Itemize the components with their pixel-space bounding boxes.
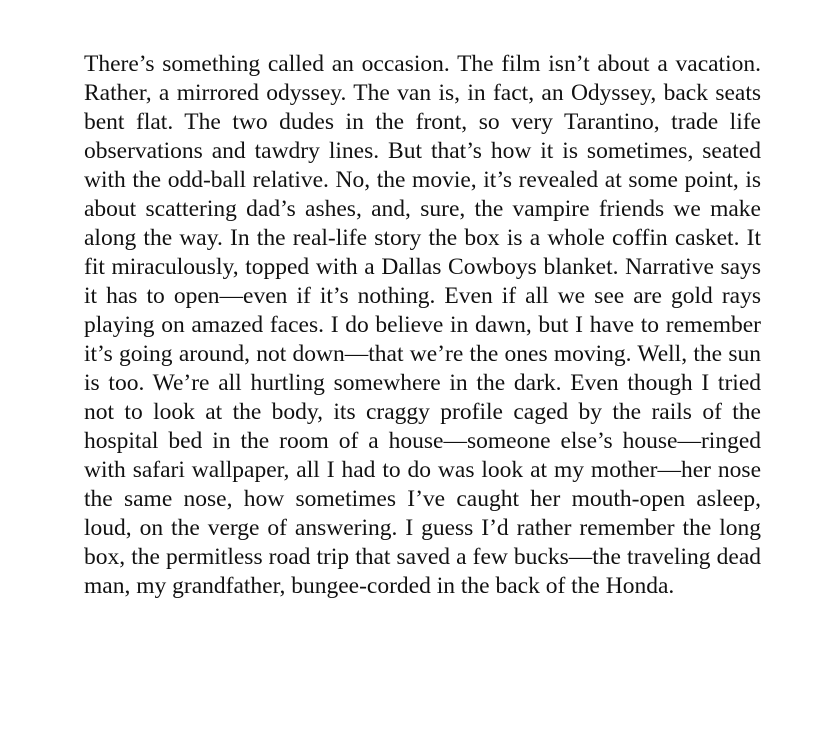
body-paragraph: There’s something called an occasion. The film isn’t about a vacation. Rather, a mirrored odyssey. The van is, in fact, an Odyssey, back seats bent flat. The two dudes in the front, so very Tarantino, trade life observations and tawdry lines. But that’s how it is sometimes, seated with the odd-ball relative. No, the movie, it’s revealed at some point, is about scattering dad’s ashes, and, sure, the vampire friends we make along the way. In the real-life story the box is a whole coffin casket. It fit miraculously, topped with a Dallas Cowboys blanket. Narrative says it has to open—even if it’s nothing. Even if all we see are gold rays playing on amazed faces. I do believe in dawn, but I have to remember it’s going around, not down—that we’re the ones moving. Well, the sun is too. We’re all hurtling somewhere in the dark. Even though I tried not to look at the body, its craggy profile caged by the rails of the hospital bed in the room of a house—someone else’s house—ringed with safari wallpaper, all I had to do was look at my mother—her nose the same nose, how sometimes I’ve caught her mouth-open asleep, loud, on the verge of answering. I guess I’d rather remember the long box, the permitless road trip that saved a few bucks—the traveling dead man, my grandfather, bungee-corded in the back of the Honda. bbox=[84, 51, 761, 599]
